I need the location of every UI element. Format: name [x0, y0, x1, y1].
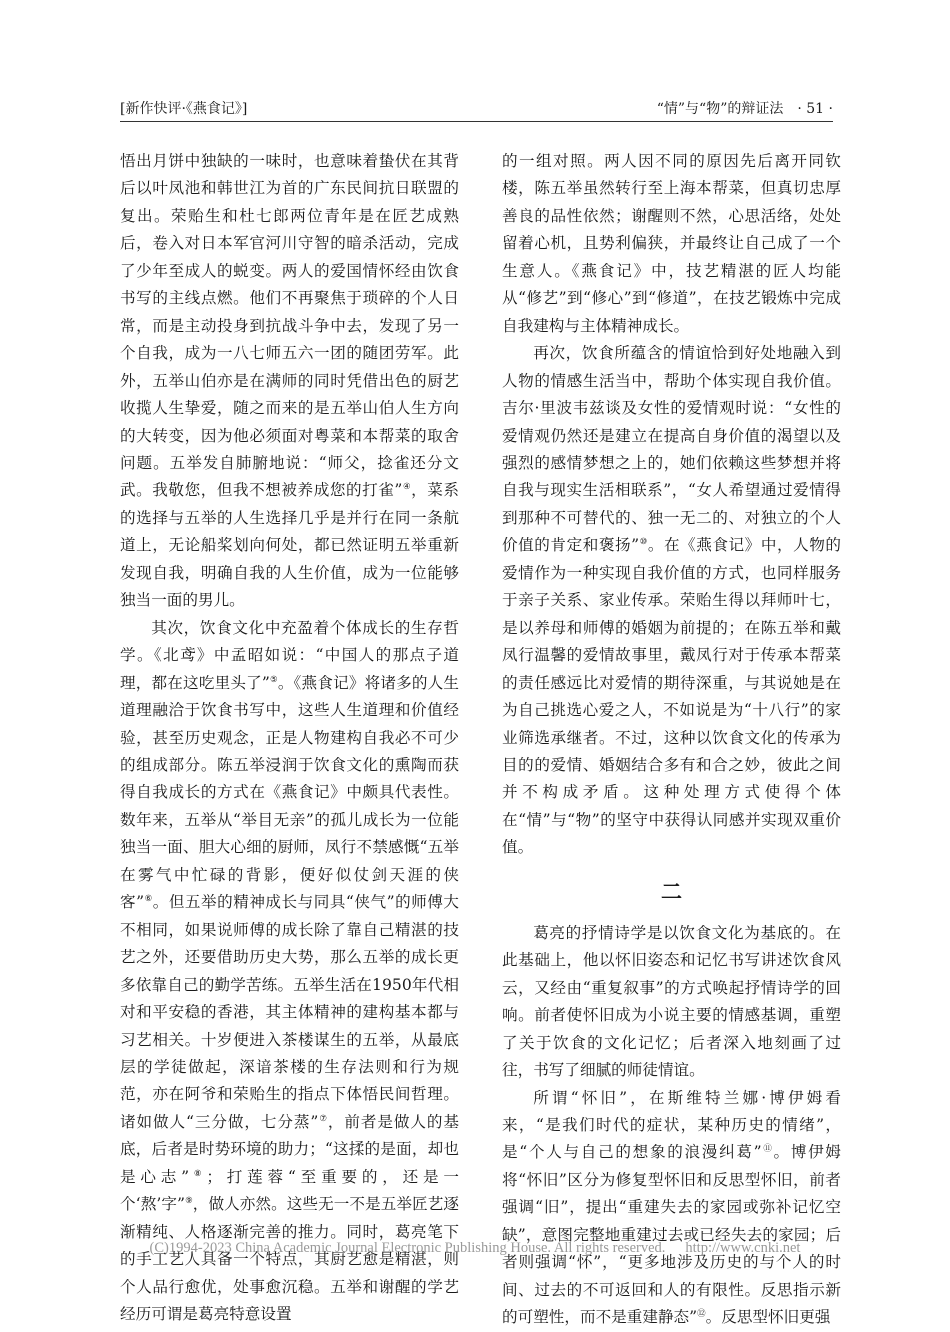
footnote-ref[interactable]: ⑫ [697, 1308, 706, 1319]
running-header [120, 98, 833, 120]
text-run: ，做人亦然。这些无一不是五举匠艺逐渐精纯、人格逐渐完善的推力。同时，葛亮笔下的手工艺人具备一个特点，其厨艺愈是精湛，则个人品行愈优，处事愈沉稳。五举和谢醒的学艺经历可谓是葛亮特意设置 [120, 1195, 459, 1324]
text-run: 其次，饮食文化中充盈着个体成长的生存哲学。《北鸢》中孟昭如说：“中国人的那点子道理，都在这吃里头了” [120, 618, 459, 692]
footnote-ref[interactable]: ⑧ [189, 1168, 207, 1179]
footnote-ref[interactable]: ④ [402, 482, 412, 493]
paragraph [120, 148, 459, 615]
footnote-ref[interactable]: ⑪ [761, 1144, 774, 1155]
text-run: ，前者是做人的基底，后者是时势环境的助力；“这揉的是面，却也是心志” [120, 1112, 459, 1186]
paragraph: 的一组对照。两人因不同的原因先后离开同钦楼，陈五举虽然转行至上海本帮菜，但真切忠厚善良的品性依然；谢醒则不然，心思活络，处处留着心机，且势利偏狭，并最终让自己成了一个生意人。《燕食记》中，技艺精湛的匠人均能从“修艺”到“修心”到“修道”，在技艺锻炼中完成自我建构与主体精神成长。 [502, 152, 841, 335]
paragraph: 葛亮的抒情诗学是以饮食文化为基底的。在此基础上，他以怀旧姿态和记忆书写讲述饮食风云，又经由“重复叙事”的方式唤起抒情诗学的回响。前者使怀旧成为小说主要的情感基调，重塑了关于饮食的文化记忆；后者深入地刻画了过往，书写了细腻的师徒情谊。 [502, 923, 841, 1080]
footnote-ref[interactable]: ⑩ [639, 537, 648, 548]
text-run: ，菜系的选择与五举的人生选择几乎是并行在同一条航道上，无论船桨划向何处，都已然证明五举重新发现自我，明确自我的人生价值，成为一位能够独当一面的男儿。 [120, 481, 459, 610]
header-article-title [657, 98, 833, 120]
paragraph [502, 340, 841, 862]
text-run: 。《燕食记》将诸多的人生道理融洽于饮食书写中，这些人生道理和价值经验，甚至历史观念，正是人物建构自我必不可少的组成部分。陈五举浸润于饮食文化的熏陶而获得自我成长的方式在《燕食记》中颇具代表性。数年来，五举从“举目无亲”的孤儿成长为一位能独当一面、胆大心细的厨师，凤行不禁感慨“五举在雾气中忙碌的背影，便好似仗剑天涯的侠客” [120, 673, 459, 912]
header-rule [120, 121, 833, 122]
footnote-ref[interactable]: ⑨ [185, 1196, 193, 1207]
header-right-title: “情”与“物”的辩证法 [656, 101, 784, 117]
copyright-footer [0, 1240, 950, 1257]
paragraph [502, 1085, 841, 1332]
text-run: 。但五举的精神成长与同具“侠气”的师傅大不相同，如果说师傅的成长除了靠自己精湛的技艺之外，还要借助历史大势，那么五举的成长更多依靠自己的勤学苦练。五举生活在1950年代相对和平安稳的香港，其主体精神的建构基本都与习艺相关。十岁便进入茶楼谋生的五举，从最底层的学徒做起，深谙茶楼的生存法则和行为规范，亦在阿爷和荣贻生的指点下体悟民间哲理。诸如做人“三分做，七分蒸” [120, 893, 459, 1131]
copyright-text: (C)1994-2023 China Academic Journal Electronic Publishing House. All rights reserved. [149, 1240, 666, 1256]
text-run: 所谓“怀旧”，在斯维特兰娜·博伊姆看来，“是我们时代的症状，某种历史的情绪”，是“个人与自己的想象的浪漫纠葛” [502, 1088, 841, 1162]
left-column [120, 148, 459, 1328]
text-run: 。反思型怀旧更强 [705, 1308, 831, 1327]
text-run: 再次，饮食所蕴含的情谊恰到好处地融入到人物的情感生活当中，帮助个体实现自我价值。吉尔·里波韦兹谈及女性的爱情观时说：“女性的爱情观仍然还是建立在提高自身价值的渴望以及强烈的感情梦想之上的，她们依赖这些梦想并将自我与现实生活相联系”，“女人希望通过爱情得到那种不可替代的、独一无二的、对独立的个人价值的肯定和褒扬” [502, 344, 841, 555]
text-run: ；打莲蓉“至重要的，还是一个‘熬’字” [120, 1167, 459, 1214]
footnote-ref[interactable]: ⑦ [318, 1113, 328, 1124]
text-run: 。在《燕食记》中，人物的爱情作为一种实现自我价值的方式，也同样服务于亲子关系、家业传承。荣贻生得以拜师叶七，是以养母和师傅的婚姻为前提的；在陈五举和戴凤行温馨的爱情故事里，戴凤行对于传承本帮菜的责任感远比对爱情的期待深重，与其说她是在为自己挑选心爱之人，不如说是为“十八行”的家业筛选承继者。不过，这种以饮食文化的传承为目的的爱情、婚姻结合多有和合之妙，彼此之间并不构成矛盾。这种处理方式使得个体在“情”与“物”的坚守中获得认同感并实现双重价值。 [502, 536, 841, 857]
footnote-ref[interactable]: ⑥ [144, 894, 153, 905]
cnki-link[interactable]: http://www.cnki.net [685, 1240, 801, 1256]
section-heading: 二 [661, 878, 682, 904]
text-run: 。博伊姆将“怀旧”区分为修复型怀旧和反思型怀旧，前者强调“旧”，提出“重建失去的家园或弥补记忆空缺”，意图完整地重建过去或已经失去的家园；后者则强调“怀”，“更多地涉及历史的与个人的时间、过去的不可返回和人的有限性。反思指示新的可塑性，而不是重建静态” [502, 1143, 841, 1327]
footnote-ref[interactable]: ⑤ [269, 674, 278, 685]
header-column-title: [新作快评·《燕食记》] [120, 101, 248, 117]
text-run: 悟出月饼中独缺的一味时，也意味着蛰伏在其背后以叶凤池和韩世江为首的广东民间抗日联盟的复出。荣贻生和杜七郎两位青年是在匠艺成熟后，卷入对日本军官河川守智的暗杀活动，完成了少年至成人的蜕变。两人的爱国情怀经由饮食书写的主线点燃。他们不再聚焦于琐碎的个人日常，而是主动投身到抗战斗争中去，发现了另一个自我，成为一八七师五六一团的随团劳军。此外，五举山伯亦是在满师的同时凭借出色的厨艺收揽人生挚爱，随之而来的是五举山伯人生方向的大转变，因为他必须面对粤菜和本帮菜的取舍问题。五举发自肺腑地说：“师父，捻雀还分文武。我敬您，但我不想被养成您的打雀” [120, 152, 459, 500]
right-column [502, 148, 841, 1332]
paragraph [120, 615, 459, 1329]
page-number: · 51 · [797, 101, 833, 117]
